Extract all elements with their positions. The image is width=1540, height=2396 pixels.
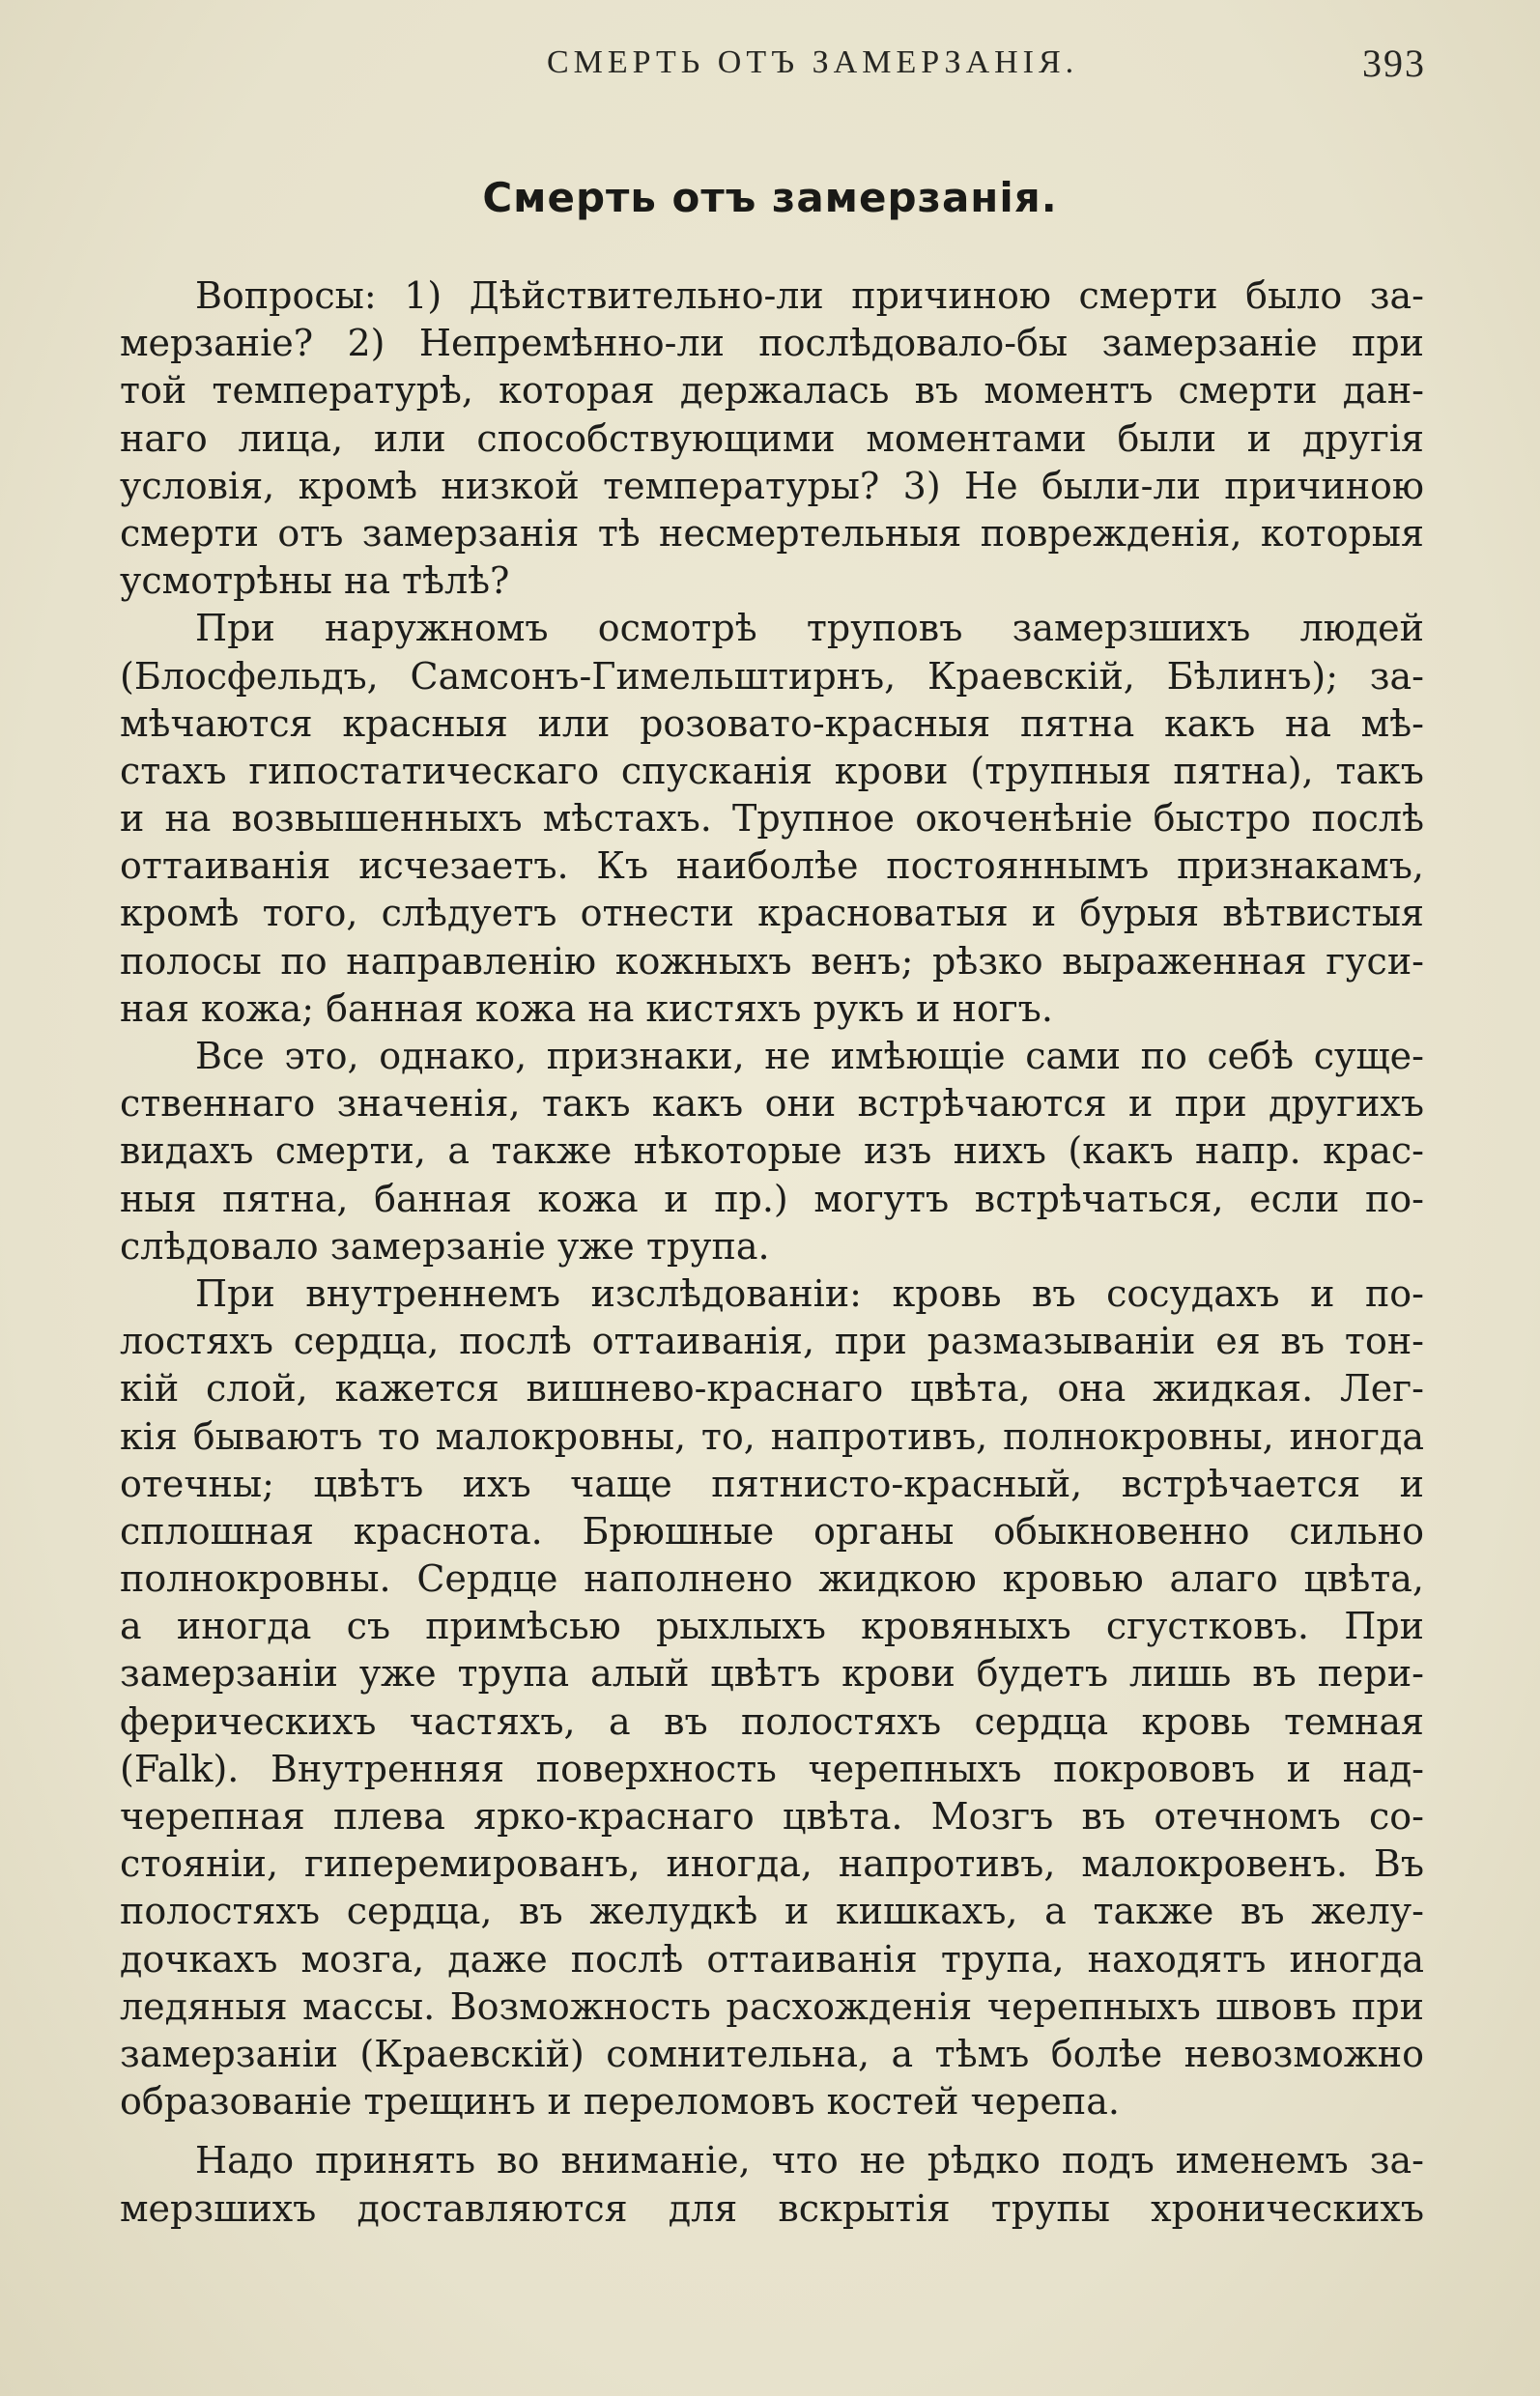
text-line: (Falk). Внутренняя поверхность черепныхъ покрововъ и над- bbox=[120, 1747, 1424, 1790]
text-line: отечны; цвѣтъ ихъ чаще пятнисто-красный, встрѣчается и bbox=[120, 1462, 1424, 1505]
text-line: Все это, однако, признаки, не имѣющіе сами по себѣ суще- bbox=[195, 1035, 1424, 1077]
text-line: видахъ смерти, а также нѣкоторые изъ нихъ (какъ напр. крас- bbox=[120, 1129, 1424, 1173]
text-line: полосы по направленію кожныхъ венъ; рѣзко выраженная гуси- bbox=[120, 939, 1424, 983]
text-line: образованіе трещинъ и переломовъ костей черепа. bbox=[120, 2080, 1120, 2124]
text-line: мерзаніе? 2) Непремѣнно-ли послѣдовало-бы замерзаніе при bbox=[120, 322, 1424, 365]
text-line: ственнаго значенія, такъ какъ они встрѣчаются и при другихъ bbox=[120, 1082, 1424, 1126]
text-line: сплошная краснота. Брюшные органы обыкновенно сильно bbox=[120, 1509, 1424, 1553]
text-line: замерзаніи (Краевскій) сомнительна, а тѣмъ болѣе невозможно bbox=[120, 2032, 1424, 2075]
paragraph-4 bbox=[120, 1270, 1424, 2125]
text-line: стояніи, гиперемированъ, иногда, напротивъ, малокровенъ. Въ bbox=[120, 1842, 1424, 1886]
paragraph-2 bbox=[120, 605, 1424, 1033]
text-line: а иногда съ примѣсью рыхлыхъ кровяныхъ сгустковъ. При bbox=[120, 1605, 1424, 1648]
text-line: Надо принять во вниманіе, что не рѣдко подъ именемъ за- bbox=[195, 2139, 1424, 2182]
text-line: кій слой, кажется вишнево-краснаго цвѣта, она жидкая. Лег- bbox=[120, 1367, 1424, 1411]
text-line: лостяхъ сердца, послѣ оттаиванія, при размазываніи ея въ тон- bbox=[120, 1320, 1424, 1363]
text-line: кія бываютъ то малокровны, то, напротивъ, полнокровны, иногда bbox=[120, 1414, 1424, 1458]
running-head: СМЕРТЬ ОТЪ ЗАМЕРЗАНІЯ. bbox=[547, 44, 1079, 80]
text-line: мерзшихъ доставляются для вскрытія трупы хроническихъ bbox=[120, 2186, 1424, 2230]
paragraph-3 bbox=[120, 1033, 1424, 1270]
text-line: черепная плева ярко-краснаго цвѣта. Мозгъ въ отечномъ со- bbox=[120, 1795, 1424, 1838]
body-text bbox=[120, 272, 1424, 2233]
text-line: смерти отъ замерзанія тѣ несмертельныя поврежденія, которыя bbox=[120, 511, 1424, 555]
text-line: условія, кромѣ низкой температуры? 3) Не были-ли причиною bbox=[120, 464, 1424, 507]
text-line: (Блосфельдъ, Самсонъ-Гимельштирнъ, Краевскій, Бѣлинъ); за- bbox=[120, 654, 1424, 698]
text-line: мѣчаются красныя или розовато-красныя пятна какъ на мѣ- bbox=[120, 701, 1424, 745]
text-line: усмотрѣны на тѣлѣ? bbox=[120, 559, 510, 603]
text-line: При внутреннемъ изслѣдованіи: кровь въ сосудахъ и по- bbox=[195, 1271, 1424, 1315]
paragraph-1 bbox=[120, 272, 1424, 605]
section-title: Смерть отъ замерзанія. bbox=[482, 174, 1058, 221]
text-line: той температурѣ, которая держалась въ моментъ смерти дан- bbox=[120, 369, 1424, 413]
text-line: При наружномъ осмотрѣ труповъ замерзшихъ людей bbox=[195, 607, 1424, 650]
text-line: наго лица, или способствующими моментами были и другія bbox=[120, 416, 1424, 460]
text-line: кромѣ того, слѣдуетъ отнести красноватыя и бурыя вѣтвистыя bbox=[120, 892, 1424, 935]
text-line: слѣдовало замерзаніе уже трупа. bbox=[120, 1224, 770, 1268]
text-line: дочкахъ мозга, даже послѣ оттаиванія трупа, находятъ иногда bbox=[120, 1937, 1424, 1981]
text-line: и на возвышенныхъ мѣстахъ. Трупное окоченѣніе быстро послѣ bbox=[120, 797, 1424, 841]
text-line: ная кожа; банная кожа на кистяхъ рукъ и ногъ. bbox=[120, 986, 1053, 1030]
text-line: полостяхъ сердца, въ желудкѣ и кишкахъ, а также въ желу- bbox=[120, 1890, 1424, 1933]
paragraph-spacer bbox=[120, 2125, 1424, 2137]
text-line: Вопросы: 1) Дѣйствительно-ли причиною смерти было за- bbox=[195, 274, 1424, 317]
text-line: оттаиванія исчезаетъ. Къ наиболѣе постояннымъ признакамъ, bbox=[120, 844, 1424, 888]
page-number: 393 bbox=[1362, 42, 1426, 85]
text-line: ныя пятна, банная кожа и пр.) могутъ встрѣчаться, если по- bbox=[120, 1177, 1424, 1220]
text-line: ферическихъ частяхъ, а въ полостяхъ сердца кровь темная bbox=[120, 1699, 1424, 1743]
text-line: полнокровны. Сердце наполнено жидкою кровью алаго цвѣта, bbox=[120, 1557, 1424, 1601]
text-line: ледяныя массы. Возможность расхожденія черепныхъ швовъ при bbox=[120, 1984, 1424, 2028]
paragraph-5 bbox=[120, 2137, 1424, 2232]
text-line: замерзаніи уже трупа алый цвѣтъ крови будетъ лишь въ пери- bbox=[120, 1652, 1424, 1696]
text-line: стахъ гипостатическаго спусканія крови (трупныя пятна), такъ bbox=[120, 749, 1424, 792]
